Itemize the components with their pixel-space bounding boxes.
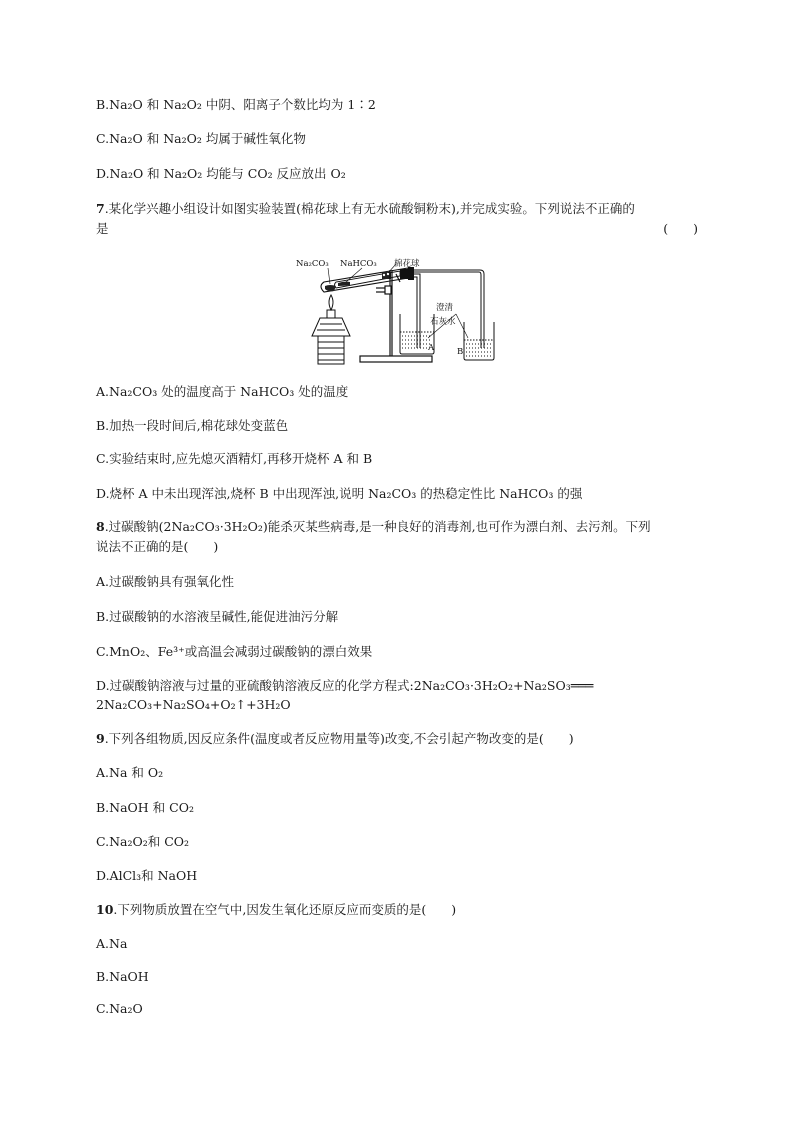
question-number: 8	[96, 519, 105, 534]
question-10-option-b: B.NaOH	[96, 969, 149, 984]
delivery-tube-a	[414, 274, 420, 348]
inner-stopper	[400, 269, 408, 279]
question-9-option-b: B.NaOH 和 CO₂	[96, 800, 194, 815]
question-8-stem	[96, 519, 651, 535]
question-7-stem-cont	[96, 221, 698, 237]
question-7-option-d: D.烧杯 A 中未出现浑浊,烧杯 B 中出现浑浊,说明 Na₂CO₃ 的热稳定性比 NaHCO₃ 的强	[96, 486, 583, 501]
question-8-stem-cont: 说法不正确的是( )	[96, 539, 219, 554]
question-9-option-a: A.Na 和 O₂	[96, 765, 164, 780]
question-8-option-c: C.MnO₂、Fe³⁺或高温会减弱过碳酸钠的漂白效果	[96, 644, 373, 659]
wood-block	[318, 336, 344, 364]
question-10-option-a: A.Na	[96, 936, 128, 951]
question-7-option-c: C.实验结束时,应先熄灭酒精灯,再移开烧杯 A 和 B	[96, 451, 373, 466]
label-lime-water-1: 澄清	[436, 303, 454, 313]
beaker-b	[464, 322, 494, 360]
label-beaker-a: A	[428, 343, 435, 353]
question-9-option-c: C.Na₂O₂和 CO₂	[96, 834, 190, 849]
question-number: 7	[96, 201, 105, 216]
experiment-apparatus-figure	[296, 252, 496, 368]
option-prev-b: B.Na₂O 和 Na₂O₂ 中阴、阳离子个数比均为 1∶2	[96, 97, 376, 112]
question-text: .下列各组物质,因反应条件(温度或者反应物用量等)改变,不会引起产物改变的是( )	[104, 731, 574, 746]
label-lime-water-2: 石灰水	[430, 317, 456, 327]
option-prev-c: C.Na₂O 和 Na₂O₂ 均属于碱性氧化物	[96, 131, 306, 146]
question-text: 是	[96, 221, 109, 236]
question-text: .某化学兴趣小组设计如图实验装置(棉花球上有无水硫酸铜粉末),并完成实验。下列说法不正确的	[104, 201, 635, 216]
question-7-stem	[96, 201, 635, 217]
question-text: .下列物质放置在空气中,因发生氧化还原反应而变质的是( )	[113, 902, 457, 917]
label-beaker-b: B	[457, 347, 464, 357]
apparatus-diagram	[296, 252, 496, 368]
label-na2co3: Na₂CO₃	[296, 259, 329, 269]
question-9-option-d: D.AlCl₃和 NaOH	[96, 868, 198, 883]
question-8-option-d: D.过碳酸钠溶液与过量的亚硫酸钠溶液反应的化学方程式:2Na₂CO₃·3H₂O₂+Na₂SO₃═══	[96, 678, 594, 693]
answer-paren: ( )	[663, 221, 698, 236]
question-8-option-a: A.过碳酸钠具有强氧化性	[96, 574, 235, 589]
question-7-option-b: B.加热一段时间后,棉花球处变蓝色	[96, 418, 289, 433]
question-7-option-a: A.Na₂CO₃ 处的温度高于 NaHCO₃ 处的温度	[96, 384, 349, 399]
label-cotton-ball: 棉花球	[394, 259, 420, 269]
question-number: 10	[96, 902, 114, 917]
option-prev-d: D.Na₂O 和 Na₂O₂ 均能与 CO₂ 反应放出 O₂	[96, 166, 346, 181]
question-9-stem	[96, 731, 574, 747]
label-nahco3: NaHCO₃	[340, 259, 377, 269]
question-8-option-d-cont: 2Na₂CO₃+Na₂SO₄+O₂↑+3H₂O	[96, 697, 291, 712]
question-10-option-c: C.Na₂O	[96, 1001, 143, 1016]
question-number: 9	[96, 731, 105, 746]
alcohol-lamp	[312, 295, 350, 336]
question-text: .过碳酸钠(2Na₂CO₃·3H₂O₂)能杀灭某些病毒,是一种良好的消毒剂,也可作为漂白剂、去污剂。下列	[104, 519, 651, 534]
question-10-stem	[96, 902, 456, 918]
question-8-option-b: B.过碳酸钠的水溶液呈碱性,能促进油污分解	[96, 609, 339, 624]
